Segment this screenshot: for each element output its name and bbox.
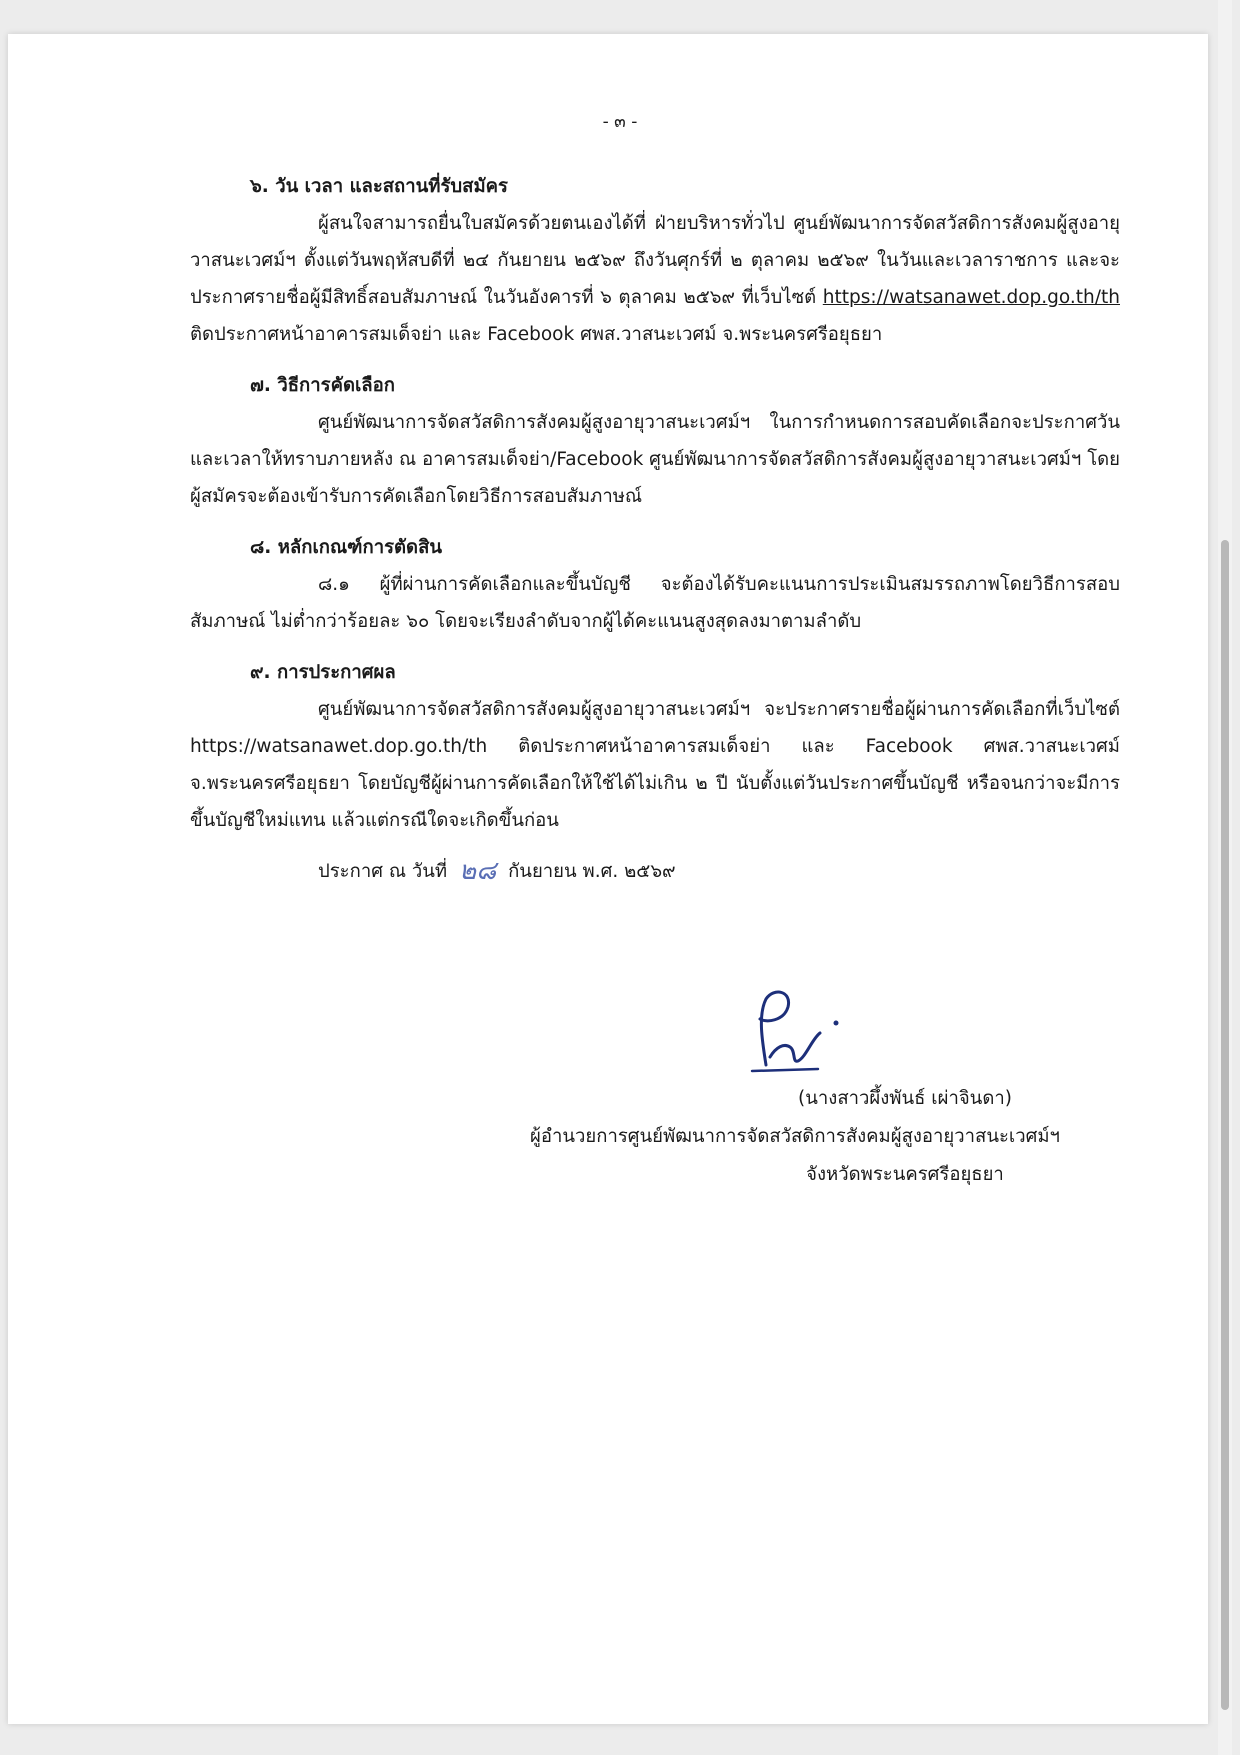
announcement-suffix: กันยายน พ.ศ. ๒๕๖๙: [508, 861, 676, 882]
signature-block: [470, 1080, 1120, 1194]
announcement-prefix: ประกาศ ณ วันที่: [318, 861, 448, 882]
section-8-heading: ๘. หลักเกณฑ์การตัดสิน: [250, 537, 443, 558]
signature-image: [748, 985, 868, 1075]
signer-name: (นางสาวผึ้งพันธ์ เผ่าจินดา): [798, 1088, 1012, 1109]
signer-position: ผู้อำนวยการศูนย์พัฒนาการจัดสวัสดิการสังคมผู้สูงอายุวาสนะเวศม์ฯ: [530, 1126, 1060, 1147]
handwritten-day: ๒๘: [459, 856, 497, 886]
section-7-text: ศูนย์พัฒนาการจัดสวัสดิการสังคมผู้สูงอายุวาสนะเวศม์ฯ ในการกำหนดการสอบคัดเลือกจะประกาศวันและเวลาให้ทราบภายหลัง ณ อาคารสมเด็จย่า/Facebook ศูนย์พัฒนาการจัดสวัสดิการสังคมผู้สูงอายุวาสนะเวศม์ฯ โดยผู้สมัครจะต้องเข้ารับการคัดเลือกโดยวิธีการสอบสัมภาษณ์: [190, 412, 1120, 507]
page-number: - ๓ -: [602, 112, 638, 132]
section-9-text: ศูนย์พัฒนาการจัดสวัสดิการสังคมผู้สูงอายุวาสนะเวศม์ฯ จะประกาศรายชื่อผู้ผ่านการคัดเลือกที่เว็บไซต์ https://watsanawet.dop.go.th/th ติดประกาศหน้าอาคารสมเด็จย่า และ Facebook ศพส.วาสนะเวศม์ จ.พระนครศรีอยุธยา โดยบัญชีผู้ผ่านการคัดเลือกให้ใช้ได้ไม่เกิน ๒ ปี นับตั้งแต่วันประกาศขึ้นบัญชี หรือจนกว่าจะมีการขึ้นบัญชีใหม่แทน แล้วแต่กรณีใดจะเกิดขึ้นก่อน: [190, 699, 1120, 831]
website-link[interactable]: https://watsanawet.dop.go.th/th: [822, 287, 1120, 308]
scrollbar-thumb[interactable]: [1221, 540, 1229, 1710]
section-8-text: ๘.๑ ผู้ที่ผ่านการคัดเลือกและขึ้นบัญชี จะต้องได้รับคะแนนการประเมินสมรรถภาพโดยวิธีการสอบสัมภาษณ์ ไม่ต่ำกว่าร้อยละ ๖๐ โดยจะเรียงลำดับจากผู้ได้คะแนนสูงสุดลงมาตามลำดับ: [190, 574, 1120, 632]
section-6-text: [190, 205, 1120, 353]
signer-province: จังหวัดพระนครศรีอยุธยา: [806, 1164, 1004, 1185]
section-9-heading: ๙. การประกาศผล: [250, 662, 396, 683]
announcement-date: [190, 853, 1120, 890]
section-6-heading: ๖. วัน เวลา และสถานที่รับสมัคร: [250, 176, 508, 197]
document-body: [190, 168, 1120, 890]
section-6-text-part1: ผู้สนใจสามารถยื่นใบสมัครด้วยตนเองได้ที่ ฝ่ายบริหารทั่วไป ศูนย์พัฒนาการจัดสวัสดิการสังคมผู้สูงอายุวาสนะเวศม์ฯ ตั้งแต่วันพฤหัสบดีที่ ๒๔ กันยายน ๒๕๖๙ ถึงวันศุกร์ที่ ๒ ตุลาคม ๒๕๖๙ ในวันและเวลาราชการ และจะประกาศรายชื่อผู้มีสิทธิ์สอบสัมภาษณ์ ในวันอังคารที่ ๖ ตุลาคม ๒๕๖๙ ที่เว็บไซต์: [190, 213, 1120, 308]
section-7-heading: ๗. วิธีการคัดเลือก: [250, 375, 395, 396]
section-6-text-part2: ติดประกาศหน้าอาคารสมเด็จย่า และ Facebook ศพส.วาสนะเวศม์ จ.พระนครศรีอยุธยา: [190, 324, 883, 345]
